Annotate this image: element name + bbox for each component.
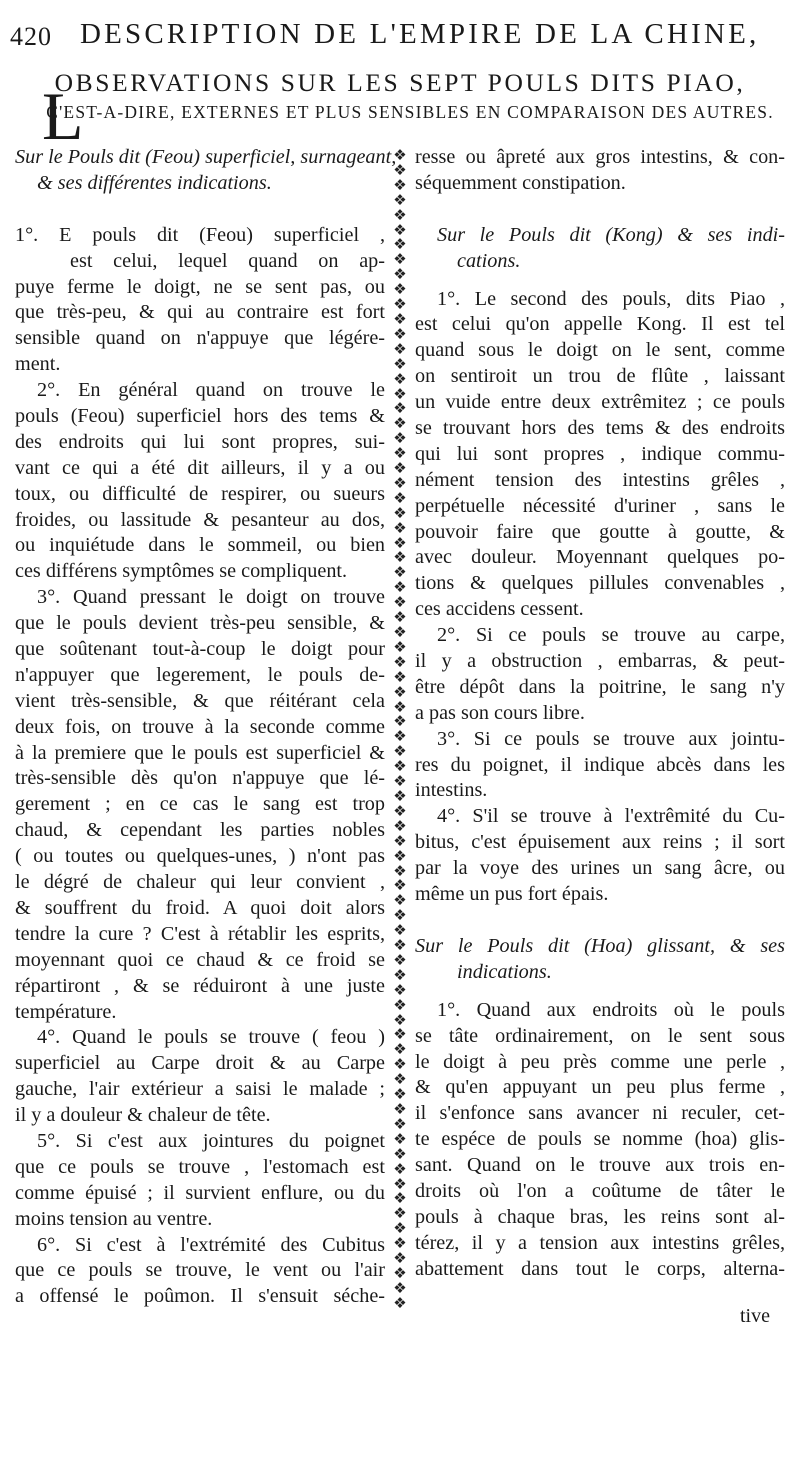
text-line: térez, il y a tension aux intestins grêles, [415,1231,785,1254]
text-line: ces accidens cessent. [415,598,584,621]
page-title: OBSERVATIONS SUR LES SEPT POULS DITS PIAO, [54,68,746,97]
text-line: & qu'en appuyant un peu plus ferme , [415,1076,785,1099]
text-line: 4°. S'il se trouve à l'extrêmité du Cu- [437,805,785,828]
text-line: 1°. Le second des pouls, dits Piao , [437,287,785,310]
section-heading-feou: Sur le Pouls dit (Feou) superficiel, surnageant, [15,146,397,168]
text-line: a offensé le poûmon. Il s'ensuit séche- [15,1285,385,1308]
text-line: séquemment constipation. [415,171,626,194]
text-line: comme épuisé ; il survient enflure, ou du [15,1181,385,1204]
text-line: 2°. En général quand on trouve le [37,379,385,402]
text-line: le doigt à peu près comme une perle , [415,1050,785,1073]
right-column [415,145,785,1283]
text-line: nément tension des intestins grêles , [415,468,785,491]
text-line: un vuide entre deux extrêmitez ; ce pouls [415,391,785,414]
text-line: 5°. Si c'est aux jointures du poignet [37,1129,385,1152]
text-line: répartiront , & se réduiront à une juste [15,974,385,997]
text-line: qui lui sont propres , indique commu- [415,442,785,465]
text-line: vient très-sensible, & que réitérant cela [15,689,385,712]
text-line: se tâte ordinairement, on le sent sous [415,1024,785,1047]
text-line: vant ce qui a été dit ailleurs, il y a ou [15,456,385,479]
section-heading-kong: Sur le Pouls dit (Kong) & ses indi- [437,223,785,246]
text-line: que ce pouls se trouve , l'estomach est [15,1155,385,1178]
text-line: être dépôt dans la poitrine, le sang n'y [415,675,785,698]
text-line: pouvoir faire que goutte à goutte, & [415,520,785,543]
text-line: sensible quand on n'appuye que légére- [15,327,385,350]
left-paragraphs [15,223,385,1310]
text-line: que très-peu, & qui au contraire est fort [15,301,385,324]
text-line: puye ferme le doigt, ne se sent pas, ou [15,275,385,298]
text-line: 3°. Quand pressant le doigt on trouve [37,586,385,609]
text-line: des endroits qui lui sont propres, sui- [15,430,385,453]
text-line: par la voye des urines un sang âcre, ou [415,857,785,880]
text-line: chaud, & cependant les parties nobles [15,819,385,842]
section-heading-kong-cont: cations. [457,249,521,272]
text-line: 3°. Si ce pouls se trouve aux jointu- [437,727,785,750]
text-line: même un pus fort épais. [415,883,609,906]
text-line: que ce pouls se trouve, le vent ou l'air [15,1259,385,1282]
running-head: DESCRIPTION DE L'EMPIRE DE LA CHINE, [80,18,760,50]
text-line: droits où l'on a coûtume de tâter le [415,1179,785,1202]
left-column [15,145,397,1310]
text-line: avec douleur. Moyennant quelques po- [415,546,785,569]
text-line: il s'enfonce sans avancer ni reculer, cet- [415,1102,785,1125]
text-line: froides, ou lassitude & pesanteur au dos, [15,508,385,531]
catchword: tive [740,1305,770,1327]
text-line: est celui qu'on appelle Kong. Il est tel [415,313,785,336]
text-line: te espéce de pouls se nomme (hoa) glis- [415,1128,785,1151]
text-line: deux fois, on trouve à la seconde comme [15,715,385,738]
text-line: 1°. Quand aux endroits où le pouls [437,998,785,1021]
text-line: gerement ; en ce cas le sang est trop [15,793,385,816]
text-line: toux, ou difficulté de respirer, ou sueurs [15,482,385,505]
text-line: pouls à chaque bras, les reins sont al- [415,1205,785,1228]
text-line: il y a douleur & chaleur de tête. [15,1104,271,1127]
section-heading-hoa: Sur le Pouls dit (Hoa) glissant, & ses [415,934,785,957]
text-line: 6°. Si c'est à l'extrémité des Cubitus [37,1233,385,1256]
text-line: sant. Quand on le trouve aux trois en- [415,1154,785,1177]
text-line: intestins. [415,779,488,802]
text-line: le dégré de chaleur qui leur convient , [15,871,385,894]
text-line: perpétuelle nécessité d'uriner , sans le [415,494,785,517]
text-line: que le pouls devient très-peu sensible, & [15,612,385,635]
text-line: 1°. E pouls dit (Feou) superficiel , [15,223,385,246]
text-line: 2°. Si ce pouls se trouve au carpe, [437,624,785,647]
page-subtitle: C'EST-A-DIRE, EXTERNES ET PLUS SENSIBLES EN COMPARAISON DES AUTRES. [46,102,774,122]
text-line: resse ou âpreté aux gros intestins, & con- [415,146,785,168]
text-line: ou inquiétude dans le sommeil, ou bien [15,534,385,557]
text-line: & souffrent du froid. A quoi doit alors [15,896,385,919]
text-line: gauche, l'air extérieur a saisi le malade ; [15,1078,385,1101]
text-line: a pas son cours libre. [415,701,585,724]
text-line: tendre la cure ? C'est à rétablir les esprits, [15,922,385,945]
text-line: res du poignet, il indique abcès dans les [415,753,785,776]
ornamental-column-divider: ❖ ❖ ❖ ❖ ❖ ❖ ❖ ❖ ❖ ❖ ❖ ❖ ❖ ❖ ❖ ❖ ❖ ❖ ❖ ❖ ❖ ❖ ❖ ❖ ❖ ❖ ❖ ❖ ❖ ❖ ❖ ❖ ❖ ❖ ❖ ❖ ❖ ❖ ❖ ❖ ❖ ❖ ❖ ❖ ❖ ❖ ❖ ❖ ❖ ❖ ❖ ❖ ❖ ❖ ❖ ❖ ❖ ❖ ❖ ❖ ❖ ❖ ❖ ❖ ❖ ❖ ❖ ❖ ❖ ❖ ❖ ❖ ❖ ❖ ❖ ❖ ❖ ❖ [393,148,407,1308]
text-line: superficiel au Carpe droit & au Carpe [15,1052,385,1075]
text-line: que soûtenant tout-à-coup le doigt pour [15,638,385,661]
text-line: ces différens symptômes se compliquent. [15,560,348,583]
text-line: n'appuyer que legerement, le pouls de- [15,663,385,686]
text-line: on sentiroit un trou de flûte , laissant [415,365,785,388]
text-line: à la premiere que le pouls est superficiel & [15,741,385,764]
text-line: est celui, lequel quand on ap- [70,249,385,272]
text-line: température. [15,1000,117,1023]
text-line: il y a obstruction , embarras, & peut- [415,650,785,673]
text-line: ment. [15,353,61,376]
drop-cap-initial: L [42,78,84,154]
section-heading-hoa-cont: indications. [457,960,552,983]
text-line: quand sous le doigt on le sent, comme [415,339,785,362]
text-line: très-sensible dès qu'on n'appuye que lé- [15,767,385,790]
text-line: moins tension au ventre. [15,1207,213,1230]
text-line: tions & quelques pillules convenables , [415,572,785,595]
text-line: bitus, c'est épuisement aux reins ; il sort [415,831,785,854]
text-line: pouls (Feou) superficiel hors des tems & [15,405,385,428]
section-heading-feou-cont: & ses différentes indications. [37,171,272,194]
text-line: moyennant quoi ce chaud & ce froid se [15,948,385,971]
page-number: 420 [10,22,52,51]
text-line: se trouvant hors des tems & des endroits [415,417,785,440]
text-line: ( ou toutes ou quelques-unes, ) n'ont pas [15,845,385,868]
text-line: abattement dans tout le corps, alterna- [415,1257,785,1280]
text-line: 4°. Quand le pouls se trouve ( feou ) [37,1026,385,1049]
